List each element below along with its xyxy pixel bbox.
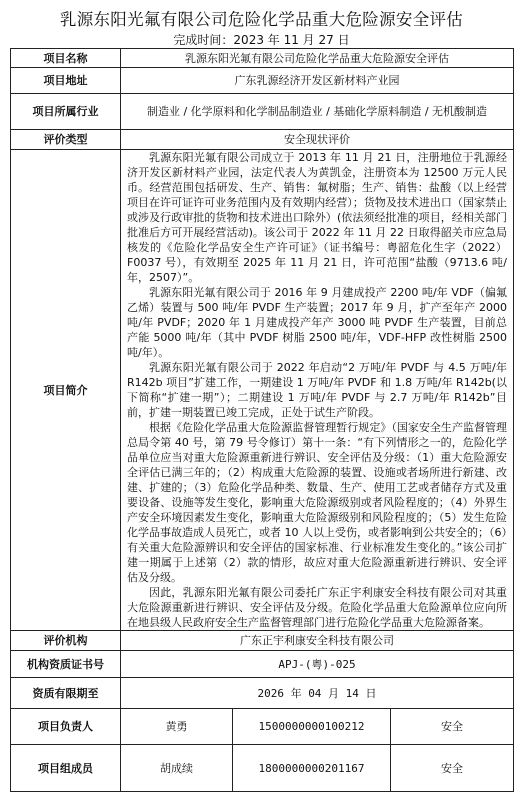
leader-name: 黄勇 xyxy=(121,709,233,745)
member-label: 项目组成员 xyxy=(11,745,121,792)
row-summary xyxy=(11,150,514,631)
project-name-value: 乳源东阳光氟有限公司危险化学品重大危险源安全评估 xyxy=(121,49,514,68)
row-member xyxy=(11,745,514,792)
leader-label: 项目负责人 xyxy=(11,709,121,745)
document-title: 乳源东阳光氟有限公司危险化学品重大危险源安全评估 xyxy=(59,10,464,29)
row-leader xyxy=(11,709,514,745)
row-evaluation-type xyxy=(11,130,514,150)
completion-time: 完成时间：2023 年 11 月 27 日 xyxy=(173,33,350,47)
project-address-label: 项目地址 xyxy=(11,68,121,94)
member-id: 1800000000201167 xyxy=(233,745,391,792)
summary-paragraph: 因此，乳源东阳光氟有限公司委托广东正宇利康安全科技有限公司对其重大危险源重新进行辨识、安全评估及分级。危险化学品重大危险源单位应向所在地县级人民政府安全生产监督管理部门进行危险化学品重大危险源备案。 xyxy=(127,586,508,629)
summary-paragraph: 乳源东阳光氟有限公司成立于 2013 年 11 月 21 日，注册地位于乳源经济开发区新材料产业园，法定代表人为黄凯金，注册资本为 12500 万元人民币。经营范围包括研发、生产、销售：氟树脂；生产、销售：盐酸（以上经营项目在许可证许可业务范围内及有效期内经营）；货物及技术进出口（国家禁止或涉及行政审批的货物和技术进出口除外）(依法须经批准的项目，经相关部门批准后方可开展经营活动)。该公司于 2022 年 11 月 22 日取得韶关市应急局核发的《危险化学品安全生产许可证》（证书编号：粤韶危化生字（2022）F0037 号），有效期至 2025 年 11 月 21 日，许可范围“盐酸（9713.6 吨/年，2507）”。 xyxy=(127,151,508,284)
project-address-value: 广东乳源经济开发区新材料产业园 xyxy=(121,68,514,94)
validity-label: 资质有限期至 xyxy=(11,678,121,709)
cert-no-label: 机构资质证书号 xyxy=(11,651,121,678)
row-industry xyxy=(11,94,514,130)
row-validity xyxy=(11,678,514,709)
summary-paragraph: 根据《危险化学品重大危险源监督管理暂行规定》（国家安全生产监督管理总局令第 40 号，第 79 号令修订）第十一条：“有下列情形之一的，危险化学品单位应当对重大危险源重新进行辨识、安全评估及分级：（1）重大危险源安全评估已满三年的；（2）构成重大危险源的装置、设施或者场所进行新建、改建、扩建的；（3）危险化学品种类、数量、生产、使用工艺或者储存方式及重要设备、设施等发生变化，影响重大危险源级别或者风险程度的；（4）外界生产安全环境因素发生变化，影响重大危险源级别和风险程度的；（5）发生危险化学品事故造成人员死亡，或者 10 人以上受伤，或者影响到公共安全的；（6）有关重大危险源辨识和安全评估的国家标准、行业标准发生变化的。”该公司扩建一期属于上述第（2）款的情形，故应对重大危险源重新进行辨识、安全评估及分级。 xyxy=(127,421,508,584)
evaluation-type-label: 评价类型 xyxy=(11,130,121,150)
leader-specialty: 安全 xyxy=(391,709,514,745)
evaluation-org-value: 广东正宇利康安全科技有限公司 xyxy=(121,631,514,651)
member-specialty: 安全 xyxy=(391,745,514,792)
industry-label: 项目所属行业 xyxy=(11,94,121,130)
leader-id: 1500000000100212 xyxy=(233,709,391,745)
validity-value: 2026 年 04 月 14 日 xyxy=(121,678,514,709)
row-project-address xyxy=(11,68,514,94)
project-name-label: 项目名称 xyxy=(11,49,121,68)
evaluation-org-label: 评价机构 xyxy=(11,631,121,651)
row-evaluation-org xyxy=(11,631,514,651)
row-project-name xyxy=(11,49,514,68)
summary-paragraph: 乳源东阳光氟有限公司于 2016 年 9 月建成投产 2200 吨/年 VDF（偏氟乙烯）装置与 500 吨/年 PVDF 生产装置；2017 年 9 月，扩产至年产 2000 吨/年 PVDF；2020 年 1 月建成投产年产 3000 吨 PVDF 生产装置，目前总产能 5000 吨/年（其中 PVDF 树脂 2500 吨/年，VDF-HFP 改性树脂 2500 吨/年）。 xyxy=(127,286,508,359)
summary-paragraph: 乳源东阳光氟有限公司于 2022 年启动“2 万吨/年 PVDF 与 4.5 万吨/年 R142b 项目”扩建工作，一期建设 1 万吨/年 PVDF 和 1.8 万吨/年 R142b(以下简称“扩建一期”）；二期建设 1 万吨/年 PVDF 与 2.7 万吨/年 R142b”目前，扩建一期装置已竣工完成，正处于试生产阶段。 xyxy=(127,361,508,419)
summary-text xyxy=(121,150,514,631)
industry-value: 制造业 / 化学原料和化学制品制造业 / 基础化学原料制造 / 无机酸制造 xyxy=(121,94,514,130)
cert-no-value: APJ-(粤)-025 xyxy=(121,651,514,678)
evaluation-type-value: 安全现状评价 xyxy=(121,130,514,150)
member-name: 胡成续 xyxy=(121,745,233,792)
summary-label: 项目简介 xyxy=(11,150,121,631)
row-cert-no xyxy=(11,651,514,678)
project-info-table xyxy=(10,48,514,792)
